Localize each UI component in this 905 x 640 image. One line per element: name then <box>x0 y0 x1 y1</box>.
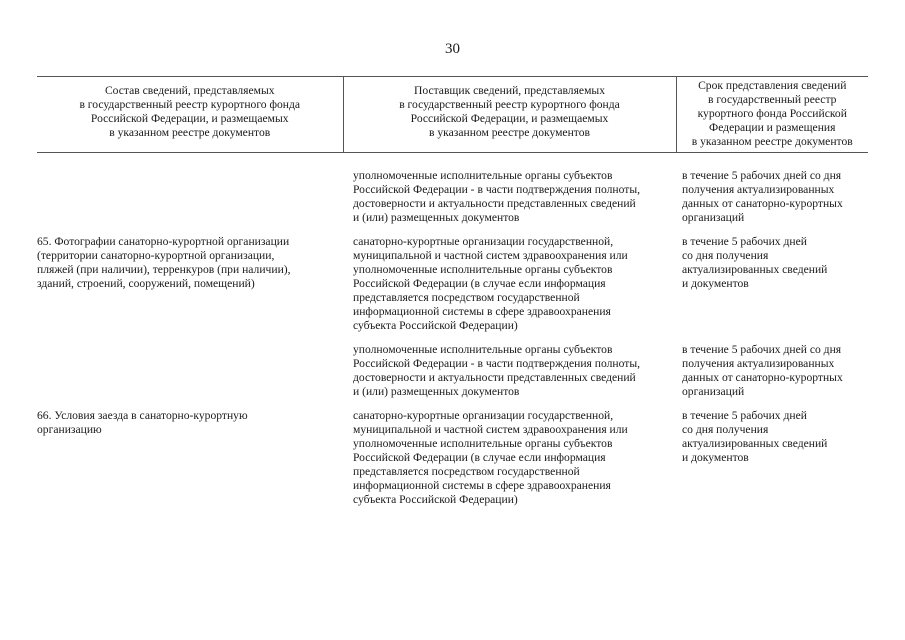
header-supplier: Поставщик сведений, представляемых в государственный реестр курортного фонда Российской Федерации, и размещаемых в указанном реестре документов <box>343 77 676 153</box>
row-item <box>37 153 343 226</box>
row-deadline: в течение 5 рабочих дней со дня получения актуализированных сведений и документов <box>682 409 828 464</box>
header-row <box>37 77 868 153</box>
row-supplier: уполномоченные исполнительные органы субъектов Российской Федерации - в части подтверждения полноты, достоверности и актуальности представленных сведений и (или) размещенных документов <box>353 169 641 224</box>
header-composition: Состав сведений, представляемых в государственный реестр курортного фонда Российской Федерации, и размещаемых в указанном реестре документов <box>37 77 343 153</box>
row-supplier: санаторно-курортные организации государственной, муниципальной и частной систем здравоохранения или уполномоченные исполнительные органы субъектов Российской Федерации (в случае если информация представляется посредством государственной информационной системы в сфере здравоохранения субъекта Российской Федерации) <box>353 235 628 332</box>
row-deadline: в течение 5 рабочих дней со дня получения актуализированных данных от санаторно-курортных организаций <box>682 169 843 224</box>
table-row <box>37 333 868 399</box>
row-supplier: уполномоченные исполнительные органы субъектов Российской Федерации - в части подтверждения полноты, достоверности и актуальности представленных сведений и (или) размещенных документов <box>353 343 641 398</box>
row-supplier: санаторно-курортные организации государственной, муниципальной и частной систем здравоохранения или уполномоченные исполнительные органы субъектов Российской Федерации (в случае если информация представляется посредством государственной информационной системы в сфере здравоохранения субъекта Российской Федерации) <box>353 409 628 506</box>
page-number: 30 <box>445 41 460 57</box>
table-row <box>37 399 868 507</box>
row-item: 66. Условия заезда в санаторно-курортную организацию <box>37 409 248 436</box>
row-deadline: в течение 5 рабочих дней со дня получения актуализированных сведений и документов <box>682 235 828 290</box>
table-header <box>37 77 868 153</box>
registry-table <box>37 76 868 507</box>
table-row <box>37 153 868 226</box>
row-item <box>37 333 343 399</box>
row-item: 65. Фотографии санаторно-курортной организации (территории санаторно-курортной организации, пляжей (при наличии), терренкуров (при наличии), зданий, строений, сооружений, помещений) <box>37 235 291 290</box>
header-deadline: Срок представления сведений в государственный реестр курортного фонда Российской Федерации и размещения в указанном реестре документов <box>676 77 868 153</box>
row-deadline: в течение 5 рабочих дней со дня получения актуализированных данных от санаторно-курортных организаций <box>682 343 843 398</box>
table-body <box>37 153 868 508</box>
table-row <box>37 225 868 333</box>
